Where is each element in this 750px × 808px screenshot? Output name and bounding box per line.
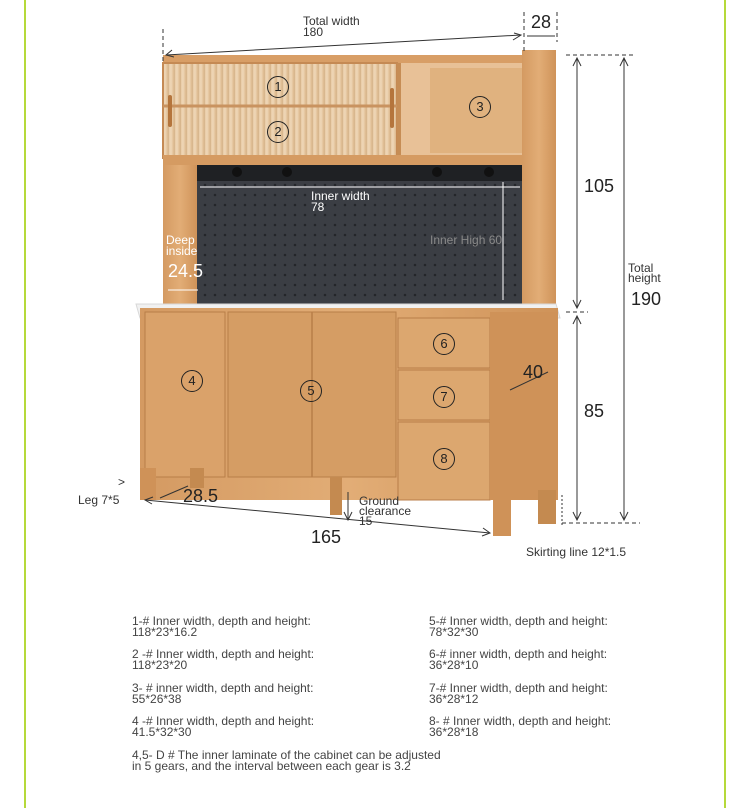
- compartment-divider: [397, 63, 401, 158]
- note-value: 36*28*18: [429, 725, 479, 739]
- note-6: [429, 649, 607, 671]
- left-back-leg: [190, 468, 204, 488]
- leg-size-label: Leg 7*5: [78, 493, 120, 507]
- upper-hutch: [163, 50, 556, 312]
- spotlight: [432, 167, 442, 177]
- base-depth-value: 40: [523, 362, 544, 382]
- note-label: 5-# Inner width, depth and height:: [429, 614, 608, 628]
- note-1: [132, 616, 311, 638]
- ground-clearance-label-line2: clearance: [359, 504, 412, 518]
- base-width-value: 165: [311, 527, 342, 547]
- total-width-value: 180: [303, 25, 324, 39]
- right-front-leg: [493, 498, 511, 536]
- note-label: 2 -# Inner width, depth and height:: [132, 647, 315, 661]
- spotlight: [232, 167, 242, 177]
- deep-inside-value: 24.5: [168, 261, 204, 281]
- note-label: 6-# inner width, depth and height:: [429, 647, 608, 661]
- note-value: 55*26*38: [132, 692, 182, 706]
- note-3: [132, 683, 313, 705]
- total-height-label-line2: height: [628, 271, 661, 285]
- note-4: [132, 716, 314, 738]
- lower-height-value: 85: [584, 401, 605, 421]
- compartment-marker-3: 3: [469, 96, 491, 118]
- note-label: 4 -# Inner width, depth and height:: [132, 714, 315, 728]
- middle-leg: [330, 477, 342, 515]
- hutch-right-side-panel: [522, 50, 556, 312]
- note-value: 78*32*30: [429, 625, 479, 639]
- footnote-line1: 4,5- D # The inner laminate of the cabinet can be adjusted: [132, 748, 441, 762]
- note-7: [429, 683, 608, 705]
- top-depth-value: 28: [531, 12, 552, 32]
- compartment-marker-1: 1: [267, 76, 289, 98]
- note-value: 118*23*20: [132, 658, 188, 672]
- compartment-marker-2: 2: [267, 121, 289, 143]
- note-value: 41.5*32*30: [132, 725, 192, 739]
- note-label: 3- # inner width, depth and height:: [132, 681, 314, 695]
- hutch-top-panel: [163, 55, 523, 63]
- right-back-leg: [538, 490, 556, 524]
- compartment-marker-8: 8: [433, 448, 455, 470]
- light-rail: [197, 165, 522, 181]
- leg-pointer: >: [118, 475, 126, 489]
- ground-clearance-label-line1: Ground: [359, 494, 400, 508]
- note-2: [132, 649, 314, 671]
- total-width-line: [166, 35, 521, 55]
- cabinet-right-side: [490, 312, 558, 500]
- left-door: [145, 312, 225, 477]
- inner-high-label: Inner High 60: [430, 233, 503, 247]
- arrow-head: [513, 33, 521, 40]
- note-5: [429, 616, 608, 638]
- compartment-marker-6: 6: [433, 333, 455, 355]
- ground-clearance-value: 15: [359, 514, 373, 528]
- left-front-leg: [140, 468, 156, 500]
- inner-width-label: Inner width: [311, 189, 370, 203]
- note-value: 118*23*16.2: [132, 625, 198, 639]
- compartment-marker-4: 4: [181, 370, 203, 392]
- note-value: 36*28*12: [429, 692, 479, 706]
- hutch-bottom-shelf: [163, 155, 523, 165]
- note-label: 8- # Inner width, depth and height:: [429, 714, 612, 728]
- skirting-line-label: Skirting line 12*1.5: [526, 545, 627, 559]
- spotlight: [282, 167, 292, 177]
- upper-height-value: 105: [584, 176, 615, 196]
- compartment-marker-5: 5: [300, 380, 322, 402]
- deep-inside-label-line1: Deep: [166, 233, 195, 247]
- spotlight: [484, 167, 494, 177]
- note-8: [429, 716, 611, 738]
- total-width-label: Total width: [303, 14, 360, 28]
- footnote: [132, 750, 441, 772]
- total-height-label-line1: Total: [628, 261, 654, 275]
- note-label: 7-# Inner width, depth and height:: [429, 681, 608, 695]
- specification-notes: [0, 600, 750, 800]
- note-label: 1-# Inner width, depth and height:: [132, 614, 311, 628]
- leg-depth-value: 28.5: [183, 486, 219, 506]
- note-value: 36*28*10: [429, 658, 479, 672]
- right-door-handle: [390, 88, 394, 128]
- inner-width-value: 78: [311, 200, 325, 214]
- compartment-marker-7: 7: [433, 386, 455, 408]
- total-height-value: 190: [631, 289, 662, 309]
- deep-inside-label-line2: inside: [166, 244, 198, 258]
- left-door-handle: [168, 95, 172, 127]
- footnote-line2: in 5 gears, and the interval between each gear is 3.2: [132, 759, 411, 773]
